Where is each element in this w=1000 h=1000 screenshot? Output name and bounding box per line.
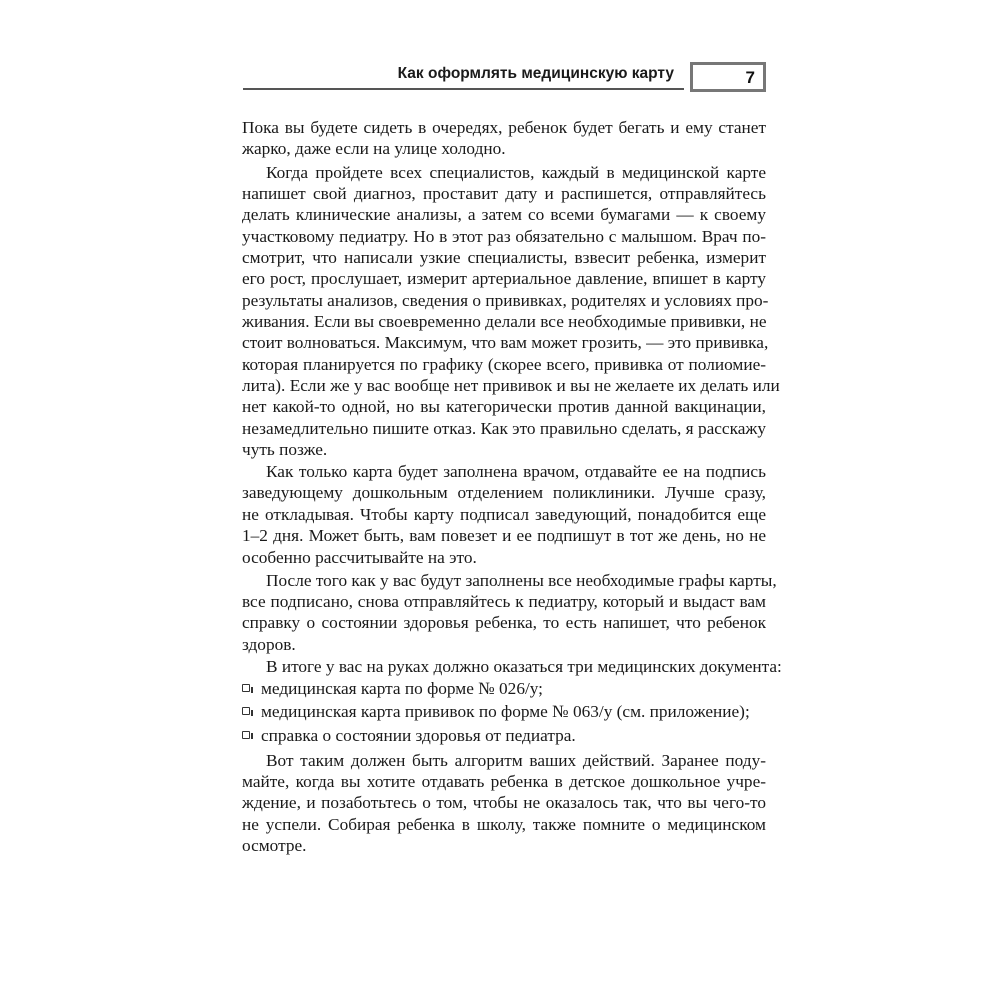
text-line: 1–2 дня. Может быть, вам повезет и ее подпишут в тот же день, но не bbox=[242, 526, 766, 546]
checkbox-bullet-icon bbox=[242, 707, 250, 715]
text-line: не откладывая. Чтобы карту подписал заведующий, понадобится еще bbox=[242, 504, 766, 524]
text-line: не успели. Собирая ребенка в школу, также помните о медицинском bbox=[242, 814, 766, 834]
text-line: особенно рассчитывайте на это. bbox=[242, 547, 477, 567]
page-number: 7 bbox=[745, 68, 755, 87]
list-item-text: справка о состоянии здоровья от педиатра. bbox=[261, 725, 576, 745]
list-item bbox=[242, 725, 766, 747]
text-line: Как только карта будет заполнена врачом, отдавайте ее на подпись bbox=[266, 462, 766, 482]
checkbox-bullet-icon bbox=[242, 731, 250, 739]
text-line: его рост, прослушает, измерит артериальное давление, впишет в карту bbox=[242, 269, 766, 289]
text-line: которая планируется по графику (скорее всего, прививка от полиомие- bbox=[242, 354, 766, 374]
text-line: осмотре. bbox=[242, 836, 307, 855]
text-line: майте, когда вы хотите отдавать ребенка в детское дошкольное учре- bbox=[242, 771, 766, 791]
text-line: живания. Если вы своевременно делали все необходимые прививки, не bbox=[242, 311, 767, 331]
text-line: смотрит, что написали узкие специалисты, взвесит ребенка, измерит bbox=[242, 247, 766, 267]
text-line: лита). Если же у вас вообще нет прививок и вы не желаете их делать или bbox=[242, 375, 780, 395]
text-line: напишет свой диагноз, проставит дату и распишется, отправляйтесь bbox=[242, 183, 766, 203]
text-line: жарко, даже если на улице холодно. bbox=[242, 139, 506, 159]
text-line: справку о состоянии здоровья ребенка, то есть напишет, что ребенок bbox=[242, 613, 766, 633]
text-line: заведующему дошкольным отделением поликлиники. Лучше сразу, bbox=[242, 483, 766, 503]
checkbox-bullet-icon bbox=[242, 684, 250, 692]
list-item bbox=[242, 701, 766, 723]
text-line: чуть позже. bbox=[242, 439, 328, 459]
list-item bbox=[242, 678, 766, 700]
text-line: ждение, и позаботьтесь о том, чтобы не оказалось так, что вы чего-то bbox=[242, 793, 766, 813]
text-line: незамедлительно пишите отказ. Как это правильно сделать, я расскажу bbox=[242, 418, 766, 438]
text-line: все подписано, снова отправляйтесь к педиатру, который и выдаст вам bbox=[242, 592, 766, 612]
list-item-text: медицинская карта по форме № 026/у; bbox=[261, 679, 543, 699]
text-line: участковому педиатру. Но в этот раз обязательно с малышом. Врач по- bbox=[242, 226, 766, 246]
text-line: Пока вы будете сидеть в очередях, ребенок будет бегать и ему станет bbox=[242, 118, 766, 137]
text-line: В итоге у вас на руках должно оказаться три медицинских документа: bbox=[266, 656, 782, 676]
text-line: После того как у вас будут заполнены все необходимые графы карты, bbox=[266, 570, 777, 590]
text-line: делать клинические анализы, а затем со всеми бумагами — к своему bbox=[242, 205, 766, 225]
text-line: нет какой-то одной, но вы категорически против данной вакцинации, bbox=[242, 397, 766, 417]
list-item-text: медицинская карта прививок по форме № 063/у (см. приложение); bbox=[261, 702, 750, 722]
text-line: стоит волноваться. Максимум, что вам может грозить, — это прививка, bbox=[242, 333, 769, 353]
text-line: результаты анализов, сведения о прививках, родителях и условиях про- bbox=[242, 290, 769, 310]
text-line: здоров. bbox=[242, 634, 296, 654]
text-line: Вот таким должен быть алгоритм ваших действий. Заранее поду- bbox=[266, 750, 766, 770]
text-line: Когда пройдете всех специалистов, каждый в медицинской карте bbox=[266, 162, 766, 182]
chapter-title: Как оформлять медицинскую карту bbox=[397, 65, 674, 82]
